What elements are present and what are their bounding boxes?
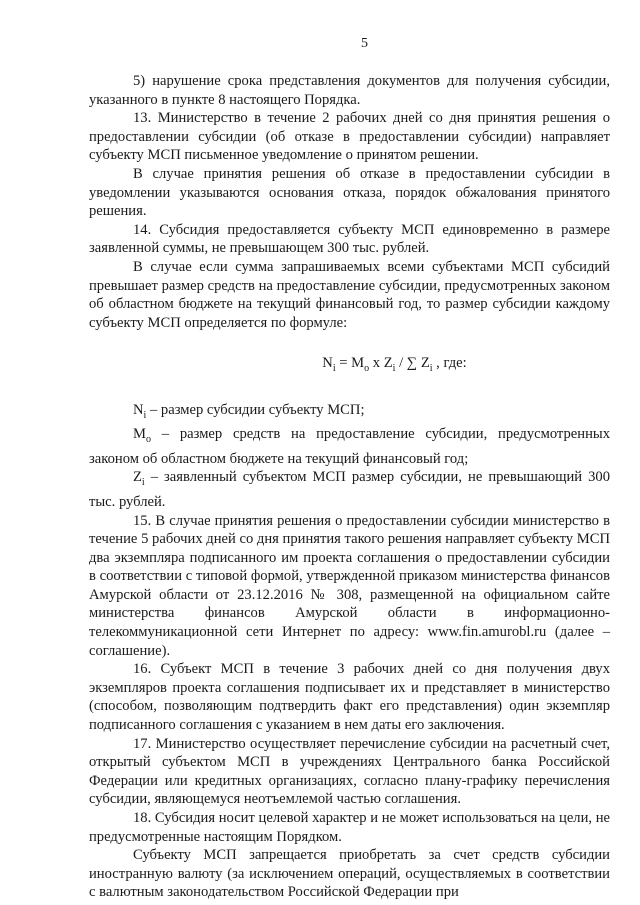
formula-sub-i: i <box>332 363 336 375</box>
definition-mo <box>89 425 610 468</box>
paragraph-17: 17. Министерство осуществляет перечисление субсидии на расчетный счет, открытый субъектом МСП в учреждениях Центрального банка Российской Федерации или кредитных организациях, согласно плану-графику перечисления субсидии, являющемуся неотъемлемой частью соглашения. <box>89 735 610 808</box>
def-sub: o <box>145 434 151 446</box>
formula-sum-z: / ∑ Z <box>395 355 430 372</box>
page-number: 5 <box>361 36 368 51</box>
paragraph-16: 16. Субъект МСП в течение 3 рабочих дней со дня получения двух экземпляров проекта соглашения подписывает их и представляет в министерство (способом, позволяющим подтвердить факт его представления) один экземпляр подписанного соглашения с указанием в нем даты его заключения. <box>89 661 610 734</box>
paragraph-formula-intro: В случае если сумма запрашиваемых всеми субъектами МСП субсидий превышает размер средств на предоставление субсидии, предусмотренных законом об областном бюджете на текущий финансовый год, то размер субсидии каждому субъекту МСП определяется по формуле: <box>89 258 610 331</box>
paragraph-item-5: 5) нарушение срока представления документов для получения субсидии, указанного в пункте 8 настоящего Порядка. <box>89 73 610 108</box>
def-text: – размер средств на предоставление субсидии, предусмотренных законом об областном бюджете на текущий финансовый год; <box>89 426 610 467</box>
paragraph-currency-ban: Субъекту МСП запрещается приобретать за счет средств субсидии иностранную валюту (за исключением операций, осуществляемых в соответствии с валютным законодательством Российской Федерации при <box>89 847 610 901</box>
formula-sub-i2: i <box>392 363 396 375</box>
paragraph-18: 18. Субсидия носит целевой характер и не может использоваться на цели, не предусмотренные настоящим Порядком. <box>89 810 610 845</box>
def-symbol: M <box>133 426 146 443</box>
paragraph-refusal-notice: В случае принятия решения об отказе в предоставлении субсидии в уведомлении указываются основания отказа, порядок обжалования принятого решения. <box>89 165 610 220</box>
def-symbol: Z <box>133 469 142 486</box>
formula-n: N <box>322 355 333 372</box>
formula-x-z: x Z <box>369 355 393 372</box>
definition-ni <box>89 401 610 426</box>
def-text: – заявленный субъектом МСП размер субсидии, не превышающий 300 тыс. рублей. <box>89 469 610 510</box>
formula-eq-m: = M <box>335 355 365 372</box>
paragraph-14: 14. Субсидия предоставляется субъекту МСП единовременно в размере заявленной суммы, не превышающем 300 тыс. рублей. <box>89 221 610 257</box>
definition-zi <box>89 468 610 511</box>
def-symbol: N <box>133 401 144 418</box>
formula-sub-o: o <box>364 363 370 375</box>
def-sub: i <box>141 477 145 489</box>
paragraph-15: 15. В случае принятия решения о предоставлении субсидии министерство в течение 5 рабочих дней со дня принятия такого решения направляет субъекту МСП два экземпляра подписанного им проекта соглашения о предоставлении субсидии в соответствии с типовой формой, утвержденной приказом министерства финансов Амурской области от 23.12.2016 № 308, размещенной на официальном сайте министерства финансов Амурской области в информационно-телекоммуникационной сети Интернет по адресу: www.fin.amurobl.ru (далее – соглашение). <box>89 512 610 659</box>
paragraph-13: 13. Министерство в течение 2 рабочих дней со дня принятия решения о предоставлении субсидии (об отказе в предоставлении субсидии) направляет субъекту МСП письменное уведомление о принятом решении. <box>89 110 610 164</box>
def-text: – размер субсидии субъекту МСП; <box>146 401 365 418</box>
def-sub: i <box>143 409 147 421</box>
formula-tail: , где: <box>432 355 467 372</box>
subsidy-formula <box>89 354 610 379</box>
formula-sub-i3: i <box>429 363 433 375</box>
